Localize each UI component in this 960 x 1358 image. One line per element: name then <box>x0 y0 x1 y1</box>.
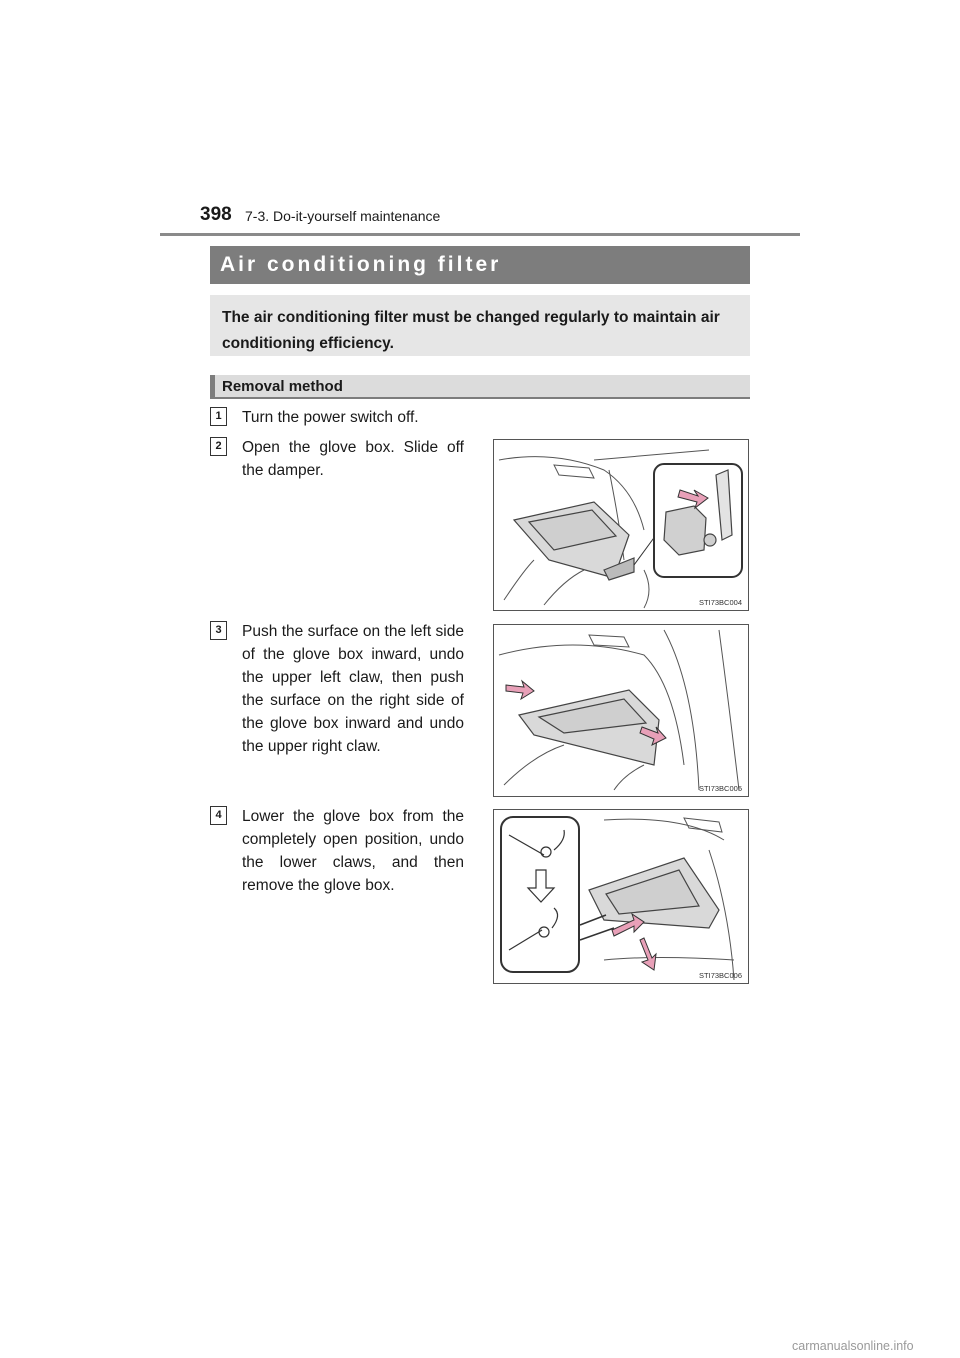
chapter-title: 7-3. Do-it-yourself maintenance <box>245 208 441 224</box>
figure-damper <box>493 439 749 611</box>
subsection-title: Removal method <box>210 375 750 399</box>
step-2-badge: 2 <box>210 437 227 456</box>
step-3-text: Push the surface on the left side of the glove box inward, undo the upper left claw, then push the surface on the right side of the glove box inward and undo the upper right claw. <box>242 623 464 755</box>
intro-text: The air conditioning filter must be changed regularly to maintain air conditioning efficiency. <box>210 295 750 356</box>
header-divider <box>160 233 800 236</box>
step-3-badge: 3 <box>210 621 227 640</box>
upper-claws-illustration <box>494 625 748 796</box>
lower-claws-illustration <box>494 810 748 983</box>
step-1-text: Turn the power switch off. <box>242 409 419 426</box>
arrow-icon <box>506 681 534 699</box>
step-4-text: Lower the glove box from the completely open position, undo the lower claws, and then remove the glove box. <box>242 808 464 894</box>
arrow-icon <box>640 938 656 970</box>
damper-illustration <box>494 440 748 610</box>
page-number: 398 <box>200 204 232 225</box>
figure-claws-upper <box>493 624 749 797</box>
figure-claws-lower <box>493 809 749 984</box>
section-title: Air conditioning filter <box>210 246 750 284</box>
step-4-badge: 4 <box>210 806 227 825</box>
figure-code: STI73BC005 <box>699 784 742 793</box>
figure-code: STI73BC006 <box>699 971 742 980</box>
step-1-badge: 1 <box>210 407 227 426</box>
figure-code: STI73BC004 <box>699 598 742 607</box>
watermark: carmanualsonline.info <box>792 1339 914 1353</box>
step-2-text: Open the glove box. Slide off the damper. <box>242 439 464 479</box>
